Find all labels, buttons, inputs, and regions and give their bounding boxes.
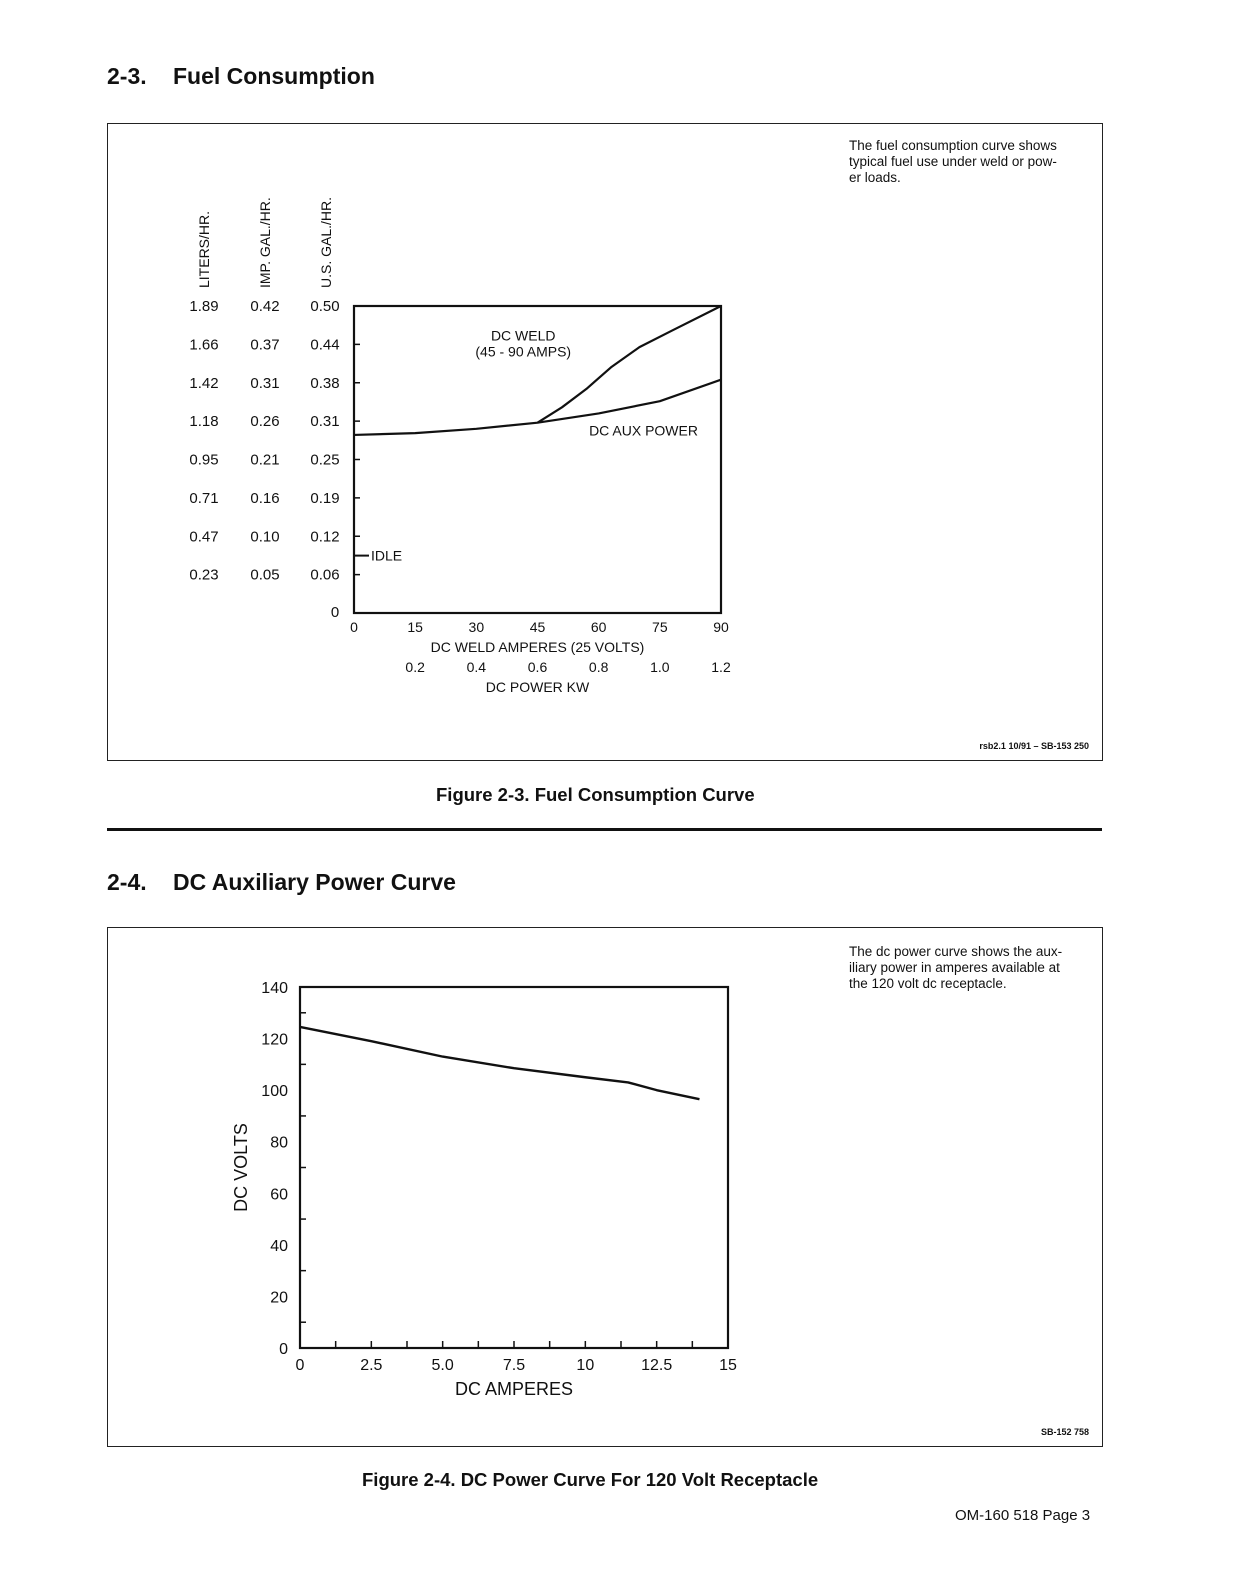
x-axis-label: DC WELD AMPERES (25 VOLTS) (430, 639, 645, 655)
figure-2-4-caption: Figure 2-4. DC Power Curve For 120 Volt Receptacle (362, 1469, 819, 1490)
y-tick-label: 0.10 (250, 528, 280, 546)
y-tick-label: 40 (270, 1237, 288, 1255)
x-axis-label: DC AMPERES (454, 1379, 574, 1399)
description-line: The fuel consumption curve shows (849, 138, 1057, 153)
x-tick-label: 12.5 (641, 1357, 673, 1374)
section-divider (107, 828, 1102, 831)
y-tick-label: 0.05 (250, 566, 280, 584)
x-tick-label: 0 (295, 1357, 305, 1374)
axis-header: LITERS/HR. (196, 210, 212, 288)
x-tick-label: 10 (576, 1357, 595, 1374)
x-tick-label: 0 (350, 619, 358, 635)
x-tick-label: 2.5 (360, 1357, 383, 1374)
y-tick-label: 80 (270, 1134, 288, 1152)
y-tick-label: 0.31 (310, 413, 340, 431)
section-number: 2-4. (107, 869, 147, 895)
y-tick-label: 1.66 (189, 336, 219, 354)
axis-header: IMP. GAL./HR. (257, 197, 273, 288)
section-number: 2-3. (107, 63, 147, 89)
dc-power-chart (220, 965, 760, 1415)
y-tick-label: 60 (270, 1186, 288, 1204)
dc-aux-power-label: DC AUX POWER (589, 422, 698, 439)
y-tick-label: 0.95 (189, 451, 219, 469)
section-title-text: Fuel Consumption (173, 63, 375, 89)
figure-2-3-ref: rsb2.1 10/91 – SB-153 250 (979, 741, 1089, 751)
dc-weld-label: DC WELD (490, 327, 556, 344)
y-tick-label: 1.42 (189, 374, 219, 392)
y-tick-label: 1.89 (189, 298, 219, 315)
figure-2-3-description (849, 138, 1094, 186)
y-tick-label: 0.19 (310, 489, 340, 507)
x2-tick-label: 0.8 (588, 659, 609, 675)
dc-volts-line (300, 1027, 699, 1099)
y-tick-label: 0.50 (310, 298, 340, 315)
description-line: er loads. (849, 170, 901, 185)
y-tick-label: 0.23 (189, 566, 219, 584)
figure-2-4-ref: SB-152 758 (1040, 1427, 1089, 1437)
y-tick-label: 0.71 (189, 489, 219, 507)
x2-tick-label: 0.6 (527, 659, 548, 675)
figure-2-4-description (849, 944, 1094, 992)
section-title-text: DC Auxiliary Power Curve (173, 869, 456, 895)
x2-tick-label: 1.2 (711, 659, 731, 675)
y-tick-label: 120 (261, 1031, 288, 1049)
fuel-consumption-chart (150, 170, 770, 710)
x2-tick-label: 1.0 (650, 659, 670, 675)
y-tick-label: 0.26 (250, 413, 280, 431)
x-tick-label: 5.0 (431, 1357, 454, 1374)
y-tick-label: 0.12 (310, 528, 340, 546)
plot-area-border (300, 987, 728, 1348)
dc-weld-range-label: (45 - 90 AMPS) (475, 343, 572, 360)
x-tick-label: 60 (590, 619, 607, 635)
x-tick-label: 15 (407, 619, 423, 635)
y-tick-label: 1.18 (189, 413, 219, 431)
y-tick-label: 140 (261, 980, 288, 997)
y-tick-label: 0 (279, 1341, 288, 1358)
page-footer: OM-160 518 Page 3 (955, 1507, 1091, 1524)
y-tick-label: 0.44 (310, 336, 340, 354)
y-tick-label: 0 (330, 604, 340, 621)
y-tick-label: 0.37 (250, 336, 280, 354)
x-tick-label: 15 (719, 1357, 737, 1374)
x2-tick-label: 0.2 (405, 659, 425, 675)
y-axis-label: DC VOLTS (231, 1123, 251, 1212)
section-2-3-title (107, 63, 375, 90)
dc-weld-line (538, 306, 722, 423)
description-line: typical fuel use under weld or pow- (849, 154, 1057, 169)
y-tick-label: 0.47 (189, 528, 219, 546)
x-tick-label: 75 (652, 619, 668, 635)
y-tick-label: 0.42 (250, 298, 280, 315)
description-line: iliary power in amperes available at (849, 960, 1060, 975)
x-tick-label: 30 (468, 619, 485, 635)
x2-axis-label: DC POWER KW (485, 679, 590, 695)
x-tick-label: 90 (713, 619, 729, 635)
idle-label: IDLE (371, 547, 403, 564)
x2-tick-label: 0.4 (466, 659, 487, 675)
section-2-4-title (107, 869, 456, 896)
description-line: The dc power curve shows the aux- (849, 944, 1063, 959)
y-tick-label: 0.21 (250, 451, 280, 469)
y-tick-label: 0.31 (250, 374, 280, 392)
x-tick-label: 7.5 (502, 1357, 526, 1374)
figure-2-3-caption: Figure 2-3. Fuel Consumption Curve (436, 784, 755, 805)
y-tick-label: 100 (261, 1083, 288, 1101)
axis-header: U.S. GAL./HR. (318, 196, 334, 288)
y-tick-label: 0.06 (310, 566, 340, 584)
y-tick-label: 0.25 (310, 451, 340, 469)
x-tick-label: 45 (529, 619, 546, 635)
y-tick-label: 20 (270, 1289, 288, 1307)
y-tick-label: 0.16 (250, 489, 280, 507)
description-line: the 120 volt dc receptacle. (849, 976, 1007, 991)
y-tick-label: 0.38 (310, 374, 340, 392)
